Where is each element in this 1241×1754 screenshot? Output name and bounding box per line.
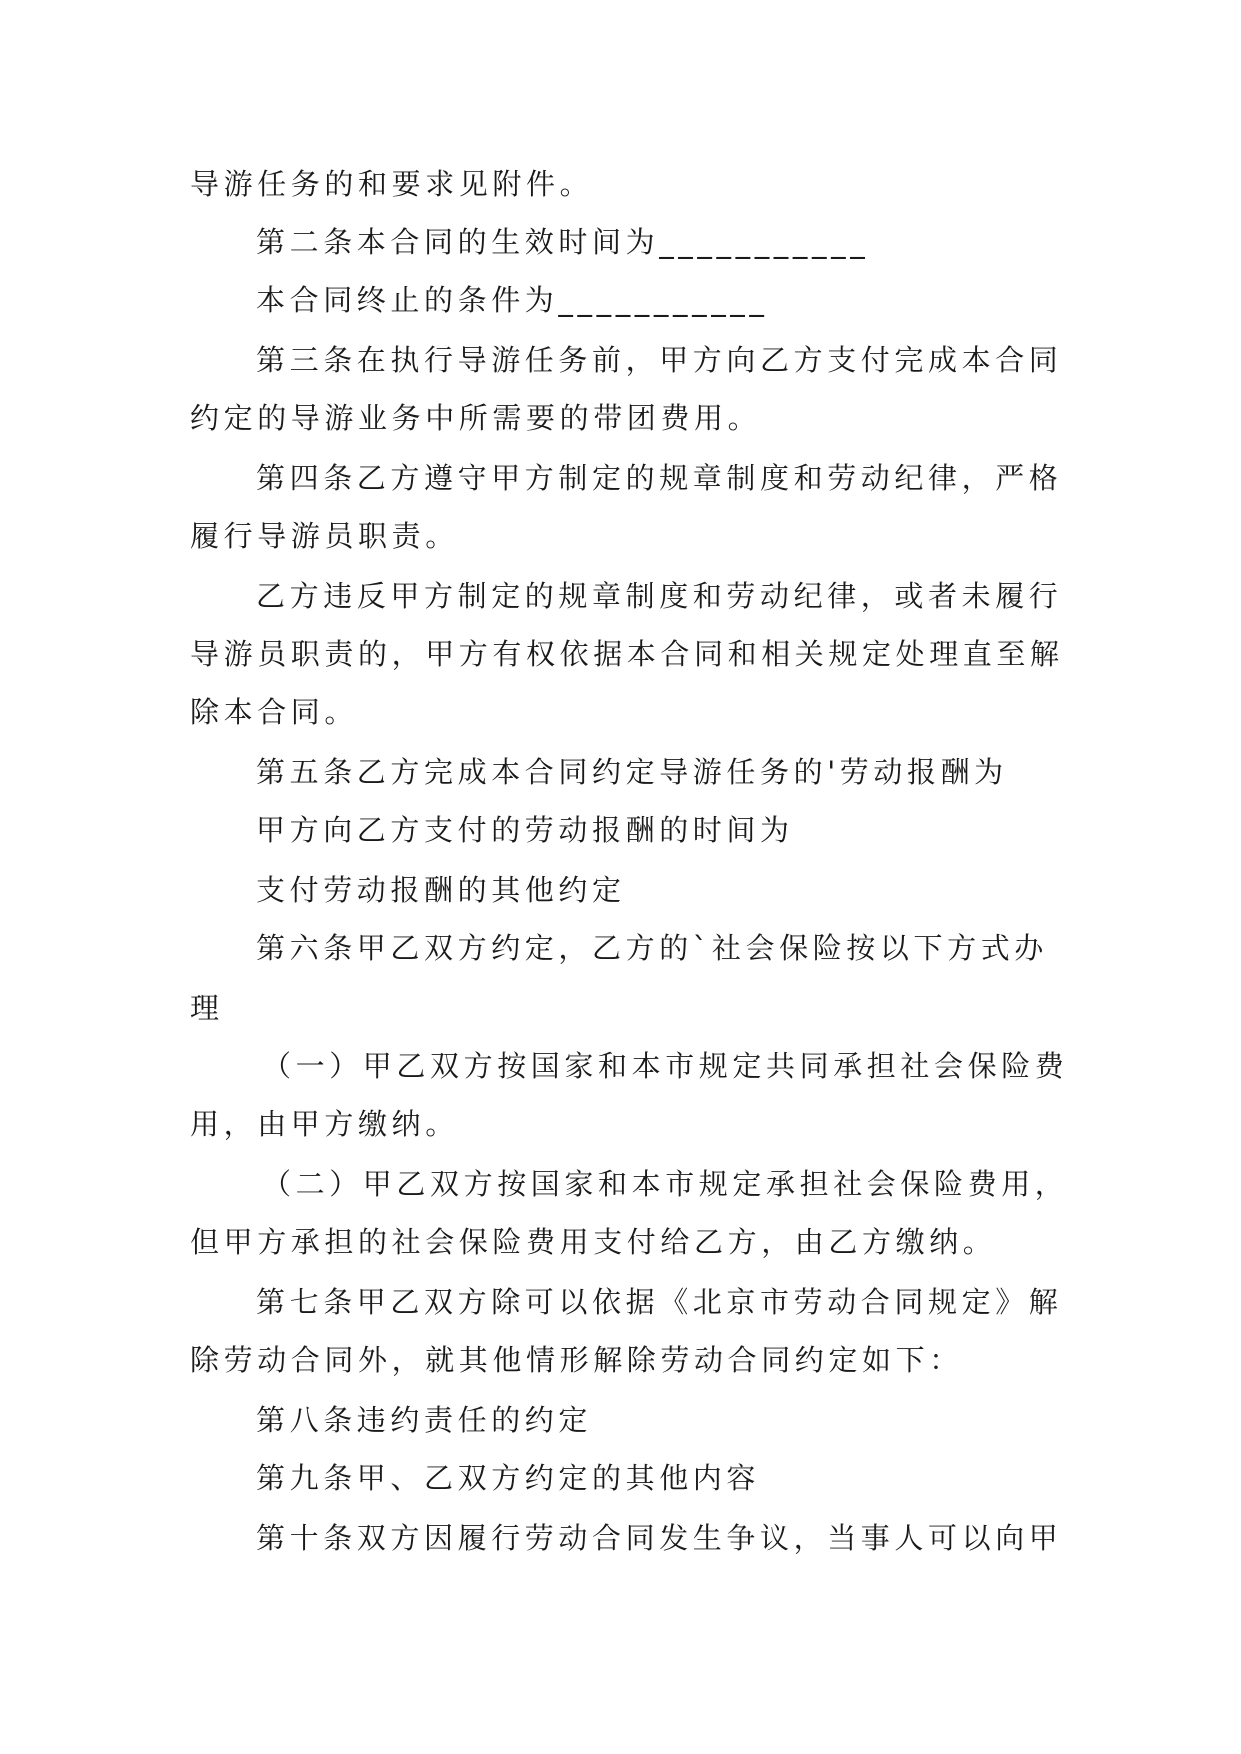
text-line: 导游任务的和要求见附件。 xyxy=(190,167,594,201)
text-line: 用，由甲方缴纳。 xyxy=(190,1107,459,1141)
text-line: 约定的导游业务中所需要的带团费用。 xyxy=(190,401,762,435)
text-line: 第九条甲、乙双方约定的其他内容 xyxy=(256,1461,761,1495)
text-line: 理 xyxy=(190,991,224,1025)
text-line: （一）甲乙双方按国家和本市规定共同承担社会保险费 xyxy=(262,1049,1069,1083)
text-line: 支付劳动报酬的其他约定 xyxy=(256,873,626,907)
text-line: （二）甲乙双方按国家和本市规定承担社会保险费用， xyxy=(262,1167,1069,1201)
text-line: 第八条违约责任的约定 xyxy=(256,1403,593,1437)
text-line: 本合同终止的条件为___________ xyxy=(256,283,769,317)
text-line: 导游员职责的，甲方有权依据本合同和相关规定处理直至解 xyxy=(190,637,1064,671)
text-line: 但甲方承担的社会保险费用支付给乙方，由乙方缴纳。 xyxy=(190,1225,997,1259)
text-line: 第十条双方因履行劳动合同发生争议，当事人可以向甲 xyxy=(256,1521,1063,1555)
text-line: 除本合同。 xyxy=(190,695,359,729)
text-line: 履行导游员职责。 xyxy=(190,519,459,553)
text-line: 除劳动合同外，就其他情形解除劳动合同约定如下： xyxy=(190,1343,963,1377)
text-line: 第二条本合同的生效时间为___________ xyxy=(256,225,870,259)
text-line: 乙方违反甲方制定的规章制度和劳动纪律，或者未履行 xyxy=(256,579,1063,613)
text-line: 甲方向乙方支付的劳动报酬的时间为 xyxy=(256,813,794,847)
text-line: 第三条在执行导游任务前，甲方向乙方支付完成本合同 xyxy=(256,343,1063,377)
text-line: 第四条乙方遵守甲方制定的规章制度和劳动纪律，严格 xyxy=(256,461,1063,495)
text-line: 第五条乙方完成本合同约定导游任务的'劳动报酬为 xyxy=(256,755,1008,789)
text-line: 第七条甲乙双方除可以依据《北京市劳动合同规定》解 xyxy=(256,1285,1063,1319)
text-line: 第六条甲乙双方约定，乙方的`社会保险按以下方式办 xyxy=(256,931,1048,965)
